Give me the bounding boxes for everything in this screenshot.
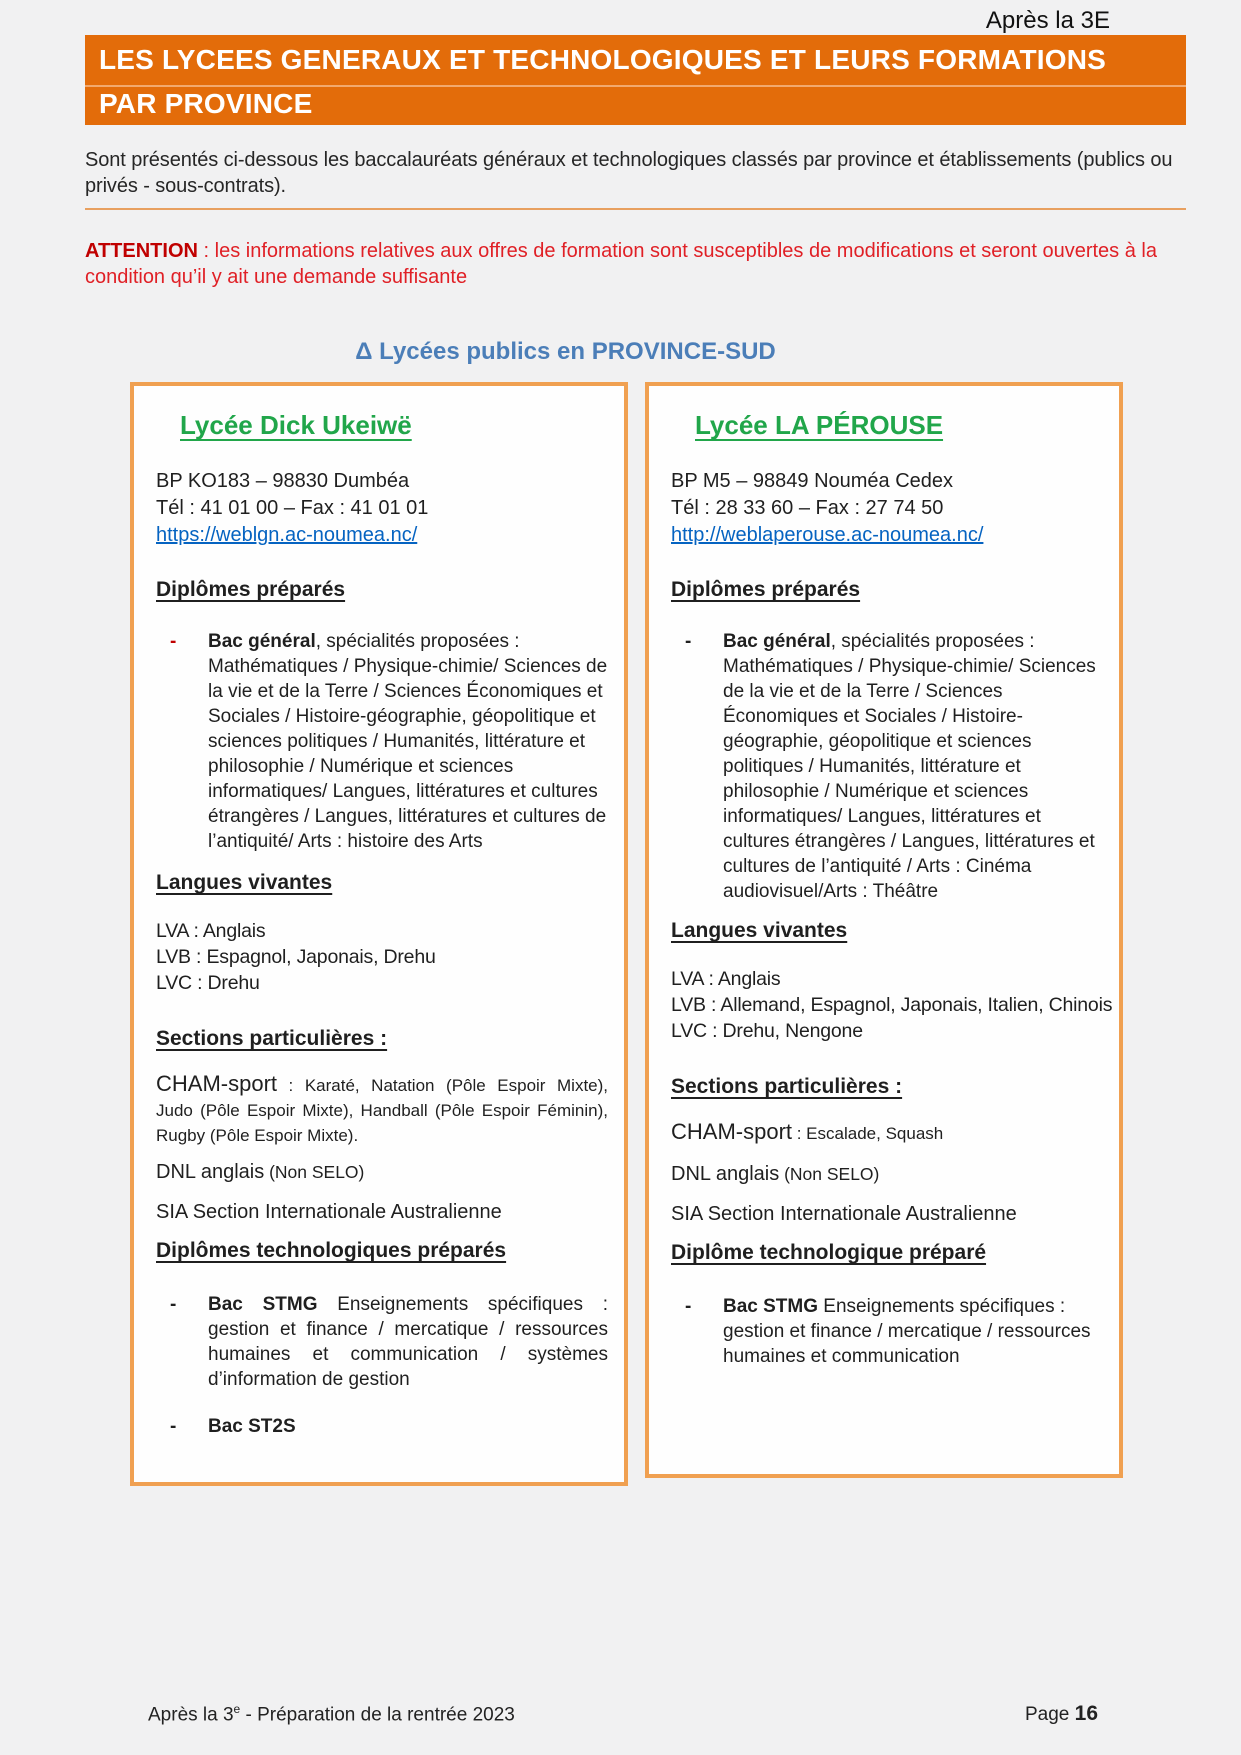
bac-general-detail: , spécialités proposées : Mathématiques / Physique-chimie/ Sciences de la vie et de la Terre / Sciences Économiques et Sociales / Histoire-géographie, géopolitique et sciences politiques / Humanités, littérature et philosophie / Numérique et sciences informatiques/ Langues, littératures et cultures étrangères / Langues, littératures et cultures de l’antiquité / Arts : Cinéma audiovisuel/Arts : Théâtre	[723, 631, 1096, 902]
bac-general-detail: , spécialités proposées : Mathématiques / Physique-chimie/ Sciences de la vie et de la Terre / Sciences Économiques et Sociales / Histoire-géographie, géopolitique et sciences politiques / Humanités, littérature et philosophie / Numérique et sciences informatiques/ Langues, littératures et cultures étrangères / Langues, littératures et cultures de l’antiquité/ Arts : histoire des Arts	[208, 631, 608, 852]
dnl-note: (Non SELO)	[779, 1164, 880, 1184]
languages-list	[671, 966, 1113, 1044]
province-section-title: Δ Lycées publics en PROVINCE-SUD	[355, 338, 776, 365]
bac-general-text	[723, 629, 1103, 904]
footer-superscript: e	[233, 1702, 241, 1716]
dnl-note: (Non SELO)	[264, 1162, 365, 1182]
bac-st2s-label: Bac ST2S	[208, 1416, 296, 1437]
tech-diplomas-heading: Diplômes technologiques préparés	[156, 1239, 507, 1262]
attention-label: ATTENTION	[85, 240, 198, 262]
title-banner	[85, 35, 1186, 125]
diplomas-heading: Diplômes préparés	[156, 578, 346, 601]
banner-title-line2: PAR PROVINCE	[99, 88, 313, 119]
school-phone-fax: Tél : 28 33 60 – Fax : 27 74 50	[671, 497, 944, 519]
bac-stmg-text	[723, 1294, 1103, 1369]
dnl-label: DNL anglais	[671, 1163, 780, 1185]
language-lva: LVA : Anglais	[671, 968, 781, 990]
attention-paragraph	[85, 238, 1186, 290]
bac-stmg-detail: Enseignements spécifiques : gestion et finance / mercatique / ressources humaines et communication	[723, 1296, 1091, 1367]
page-corner-label: Après la 3E	[985, 7, 1110, 34]
banner-title-line1: LES LYCEES GENERAUX ET TECHNOLOGIQUES ET LEURS FORMATIONS	[85, 35, 1186, 87]
sia-line: SIA Section Internationale Australienne	[671, 1203, 1017, 1225]
bullet-dash: -	[170, 1294, 177, 1315]
bac-general-text	[208, 629, 608, 854]
intro-paragraph: Sont présentés ci-dessous les baccalauréats généraux et technologiques classés par province et établissements (publics ou privés - sous-contrats).	[85, 147, 1186, 210]
school-card-dick-ukeiwe	[130, 382, 628, 1486]
page-footer	[148, 1702, 1098, 1726]
bac-general-item	[156, 629, 608, 854]
bac-stmg-item	[156, 1292, 608, 1392]
school-address: BP KO183 – 98830 Dumbéa	[156, 470, 410, 492]
school-name: Lycée Dick Ukeiwë	[180, 410, 412, 440]
bac-stmg-label: Bac STMG	[208, 1294, 318, 1315]
language-lva: LVA : Anglais	[156, 920, 266, 942]
dnl-line	[671, 1161, 1103, 1188]
bac-stmg-detail: Enseignements spécifiques : gestion et finance / mercatique / ressources humaines et communication / systèmes d’information de gestion	[208, 1294, 608, 1390]
language-lvc: LVC : Drehu, Nengone	[671, 1020, 863, 1042]
bac-general-item	[671, 629, 1103, 904]
bullet-dash: -	[685, 1296, 692, 1317]
bac-stmg-text	[208, 1292, 608, 1392]
school-name: Lycée LA PÉROUSE	[695, 410, 944, 440]
language-lvb: LVB : Allemand, Espagnol, Japonais, Italien, Chinois	[671, 994, 1113, 1016]
school-contact-block	[671, 468, 1103, 549]
bac-stmg-label: Bac STMG	[723, 1296, 819, 1317]
sections-heading: Sections particulières :	[671, 1075, 903, 1098]
footer-document-title: Après la 3e - Préparation de la rentrée 2023	[148, 1702, 515, 1726]
cham-sport-line	[671, 1120, 1103, 1145]
bullet-dash: -	[170, 1416, 177, 1437]
sections-heading: Sections particulières :	[156, 1027, 388, 1050]
bullet-dash: -	[685, 631, 692, 652]
attention-text: : les informations relatives aux offres de formation sont susceptibles de modifications et seront ouvertes à la condition qu’il y ait une demande suffisante	[85, 240, 1157, 288]
bac-st2s-item	[156, 1414, 608, 1439]
languages-list	[156, 918, 608, 996]
school-address: BP M5 – 98849 Nouméa Cedex	[671, 470, 954, 492]
school-card-la-perouse	[645, 382, 1123, 1478]
languages-heading: Langues vivantes	[671, 919, 848, 942]
languages-heading: Langues vivantes	[156, 871, 333, 894]
language-lvc: LVC : Drehu	[156, 972, 260, 994]
bullet-dash: -	[170, 631, 177, 652]
school-website-link[interactable]: http://weblaperouse.ac-noumea.nc/	[671, 524, 984, 546]
bac-stmg-item	[671, 1294, 1103, 1369]
school-phone-fax: Tél : 41 01 00 – Fax : 41 01 01	[156, 497, 429, 519]
cham-sport-line	[156, 1072, 608, 1147]
tech-diplomas-heading: Diplôme technologique préparé	[671, 1241, 987, 1264]
sia-line: SIA Section Internationale Australienne	[156, 1201, 502, 1223]
cham-label: CHAM-sport	[156, 1071, 278, 1096]
footer-page-number: Page 16	[1024, 1702, 1098, 1725]
school-website-link[interactable]: https://weblgn.ac-noumea.nc/	[156, 524, 418, 546]
school-contact-block	[156, 468, 608, 549]
cham-detail: : Escalade, Squash	[792, 1124, 944, 1143]
diplomas-heading: Diplômes préparés	[671, 578, 861, 601]
cham-label: CHAM-sport	[671, 1119, 793, 1144]
cham-detail: : Karaté, Natation (Pôle Espoir Mixte), Judo (Pôle Espoir Mixte), Handball (Pôle Espoir Féminin), Rugby (Pôle Espoir Mixte).	[156, 1076, 608, 1145]
language-lvb: LVB : Espagnol, Japonais, Drehu	[156, 946, 436, 968]
bac-general-label: Bac général	[723, 631, 831, 652]
bac-general-label: Bac général	[208, 631, 316, 652]
dnl-label: DNL anglais	[156, 1161, 265, 1183]
dnl-line	[156, 1159, 608, 1186]
school-cards-row	[130, 382, 1241, 1486]
